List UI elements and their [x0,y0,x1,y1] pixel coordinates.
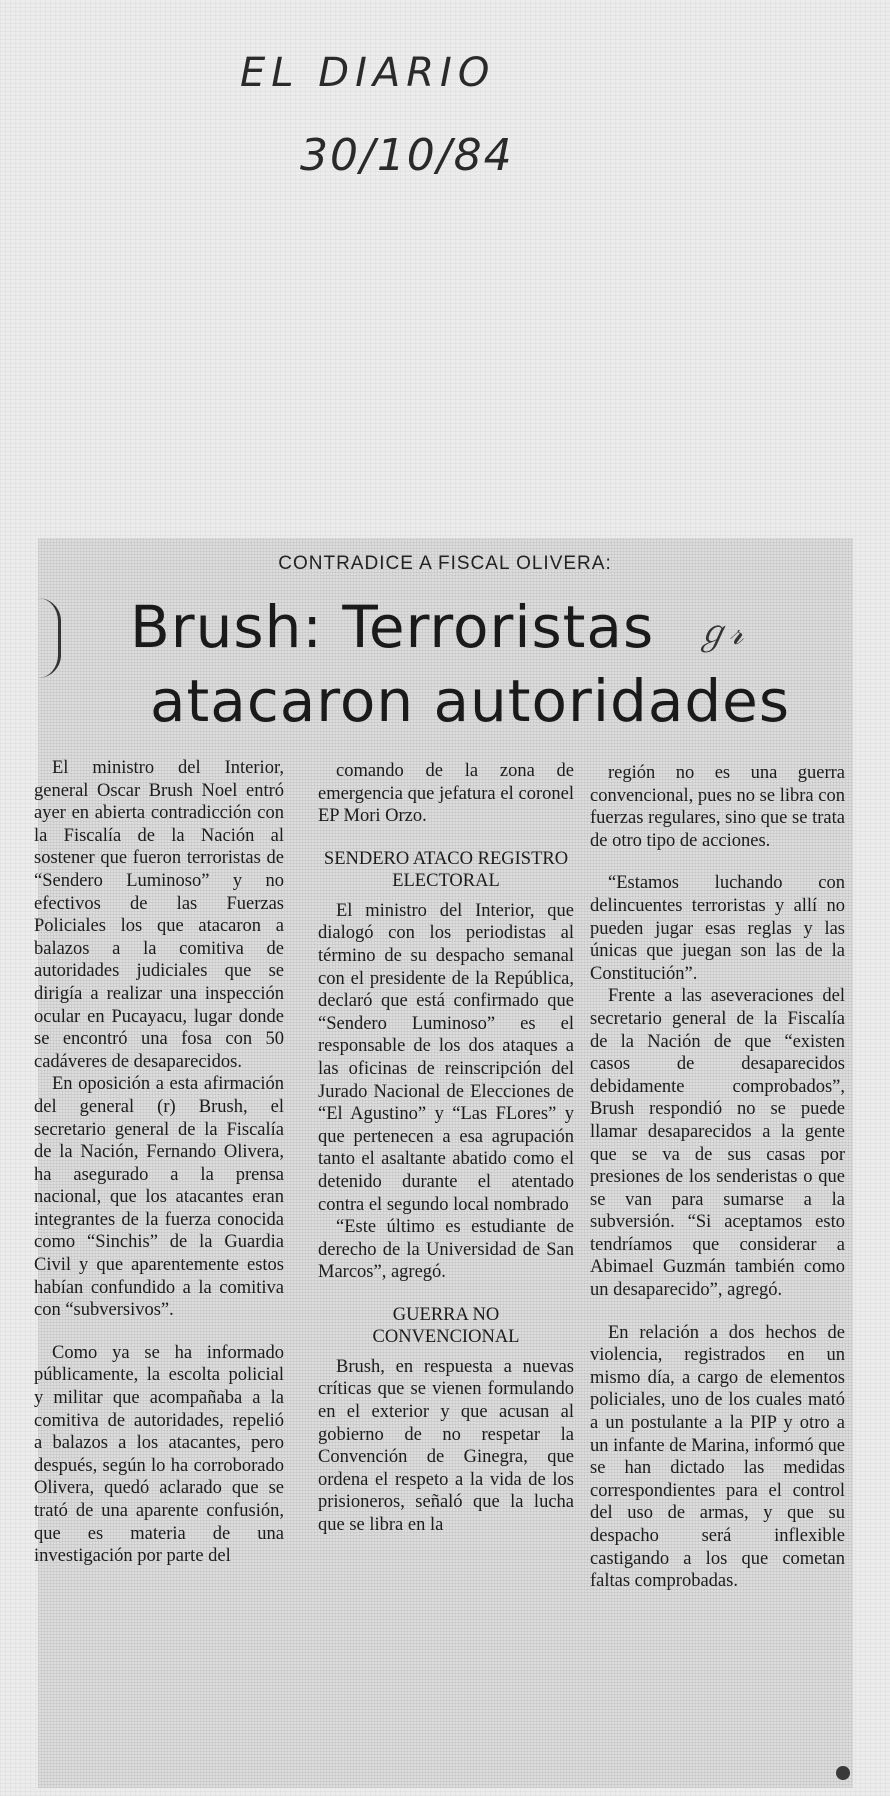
article-kicker: CONTRADICE A FISCAL OLIVERA: [278,553,612,574]
handwritten-newspaper-name: EL DIARIO [240,50,496,96]
headline-line-1: Brush: Terroristas [130,593,655,661]
ink-dot-mark [836,1766,850,1780]
margin-bracket-mark [38,598,61,678]
headline-line-2: atacaron autoridades [150,667,791,735]
article-column-3 [590,762,845,1593]
paragraph: Frente a las aseveraciones del secretario general de la Fiscalía de la Nación de que “existen casos de desaparecidos debidamente comprobados”, Brush respondió no se puede llamar desaparecidos a la gente que se va de sus casas por presiones de los senderistas o que se van para sumarse a la subversión. “Si aceptamos esto tendríamos que considerar a Abimael Guzmán también como un desaparecido”, agregó. [590,986,845,1301]
paragraph: región no es una guerra convencional, pues no se libra con fuerzas regulares, sino que se trata de otro tipo de acciones. [590,763,845,851]
subheading-guerra-no-convencional: GUERRA NO CONVENCIONAL [372,1304,520,1347]
paragraph: El ministro del Interior, que dialogó con los periodistas al término de su despacho semanal con el presidente de la República, declaró que está confirmado que “Sendero Luminoso” es el responsable de los dos ataques a las oficinas de reinscripción del Jurado Nacional de Elecciones de “El Agustino” y “Las FLores” y que pertenecen a esa agrupación tanto el asaltante abatido como el detenido durante el atentado contra el segundo local nombrado [318,900,574,1215]
handwritten-date: 30/10/84 [300,130,514,181]
paragraph: “Estamos luchando con delincuentes terroristas y allí no pueden jugar esas reglas y las únicas que juegan son las de la Constitución”. [590,873,845,984]
paragraph: El ministro del Interior, general Oscar Brush Noel entró ayer en abierta contradicción con la Fiscalía de la Nación al sostener que fueron terroristas de “Sendero Luminoso” y no efectivos de las Fuerzas Policiales los que atacaron a balazos a la comitiva de autoridades judiciales que se dirigía a realizar una inspección ocular en Pucayacu, lugar donde se encontró una fosa con 50 cadáveres de desaparecidos. [34,758,284,1072]
paragraph: Como ya se ha informado públicamente, la escolta policial y militar que acompañaba a la comitiva de autoridades, repelió a balazos a los atacantes, pero después, según lo ha corroborado Olivera, quedó aclarado que se trató de una aparente confusión, que es materia de una investigación por parte del [34,1342,284,1567]
subheading-sendero-ataco: SENDERO ATACO REGISTRO ELECTORAL [323,848,569,891]
handwritten-scribble-mark: ℊ𝓇 [695,613,744,653]
article-column-1 [34,757,284,1568]
article-column-2 [318,760,574,1537]
paragraph: En relación a dos hechos de violencia, registrados en un mismo día, a cargo de elementos policiales, uno de los cuales mató a un postulante a la PIP y otro a un infante de Marina, informó que se han dictado las medidas correspondientes para el control del uso de armas, y que su despacho será inflexible castigando a los que cometan faltas comprobadas. [590,1322,845,1592]
paragraph: “Este último es estudiante de derecho de la Universidad de San Marcos”, agregó. [318,1217,574,1283]
paragraph: Brush, en respuesta a nuevas críticas que se vienen formulando en el exterior y que acusan al gobierno de no respetar la Convención de Ginegra, que ordena el respeto a la vida de los prisioneros, señaló que la lucha que se libra en la [318,1356,574,1536]
paragraph: En oposición a esta afirmación del general (r) Brush, el secretario general de la Fiscalía de la Nación, Fernando Olivera, ha asegurado a la prensa nacional, que los atacantes eran integrantes de la fuerza conocida como “Sinchis” de la Guardia Civil y que aparentemente estos habían confundido a la comitiva con “subversivos”. [34,1074,284,1321]
paragraph: comando de la zona de emergencia que jefatura el coronel EP Mori Orzo. [318,761,574,827]
